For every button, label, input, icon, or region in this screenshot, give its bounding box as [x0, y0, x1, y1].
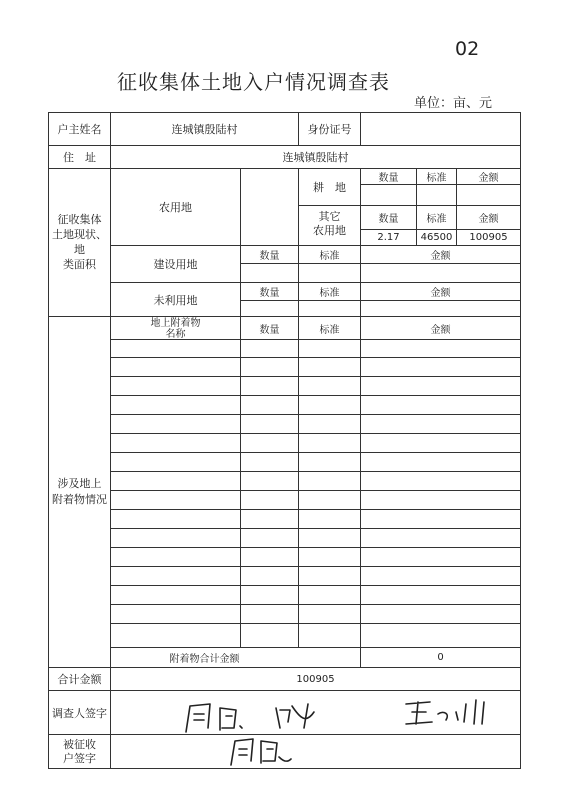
address-label: 住 址	[63, 151, 96, 164]
attachment-subtotal-label: 附着物合计金额	[169, 654, 240, 665]
other-qty-header: 数量	[378, 214, 399, 225]
total-amount-value: 100905	[296, 673, 335, 685]
other-std-value: 46500	[420, 232, 453, 243]
sheet-number: 02	[455, 38, 480, 60]
investigator-signature-2	[400, 694, 510, 734]
unused-amt-header: 金额	[430, 288, 451, 299]
attachment-qty-header: 数量	[259, 324, 280, 336]
arable-amt-header: 金额	[478, 173, 499, 184]
attachment-amt-header: 金额	[430, 324, 451, 336]
id-number-value	[361, 113, 520, 145]
arable-qty-header: 数量	[378, 173, 399, 184]
unused-land-label: 未利用地	[153, 293, 198, 307]
owner-name-value: 连城镇殷陆村	[171, 123, 238, 136]
other-qty-value: 2.17	[377, 232, 400, 243]
attachments-section-label: 涉及地上 附着物情况	[52, 477, 107, 506]
construction-land-label: 建设用地	[153, 258, 198, 271]
land-section-label: 征收集体 土地现状、 地 类面积	[52, 213, 107, 271]
landowner-signature-label: 被征收 户签字	[63, 738, 96, 765]
landowner-signature	[225, 735, 295, 769]
other-amt-header: 金额	[478, 214, 499, 225]
investigator-signature-label: 调查人签字	[52, 706, 107, 720]
attachment-subtotal-value: 0	[437, 652, 444, 663]
construction-std-header: 标准	[319, 251, 340, 262]
arable-std-header: 标准	[426, 173, 447, 184]
unused-qty-header: 数量	[259, 288, 280, 299]
attachment-std-header: 标准	[319, 324, 340, 336]
construction-qty-header: 数量	[259, 251, 280, 262]
arable-land-label: 耕 地	[313, 181, 346, 194]
unused-std-header: 标准	[319, 288, 340, 299]
units-note: 单位：亩、元	[414, 96, 493, 111]
id-number-label: 身份证号	[307, 123, 352, 136]
owner-name-label: 户主姓名	[57, 123, 102, 136]
other-farmland-label: 其它 农用地	[313, 210, 346, 237]
farmland-label: 农用地	[159, 201, 192, 214]
form-title: 征收集体土地入户情况调查表	[117, 70, 390, 94]
investigator-signature-1	[180, 698, 340, 738]
address-value: 连城镇殷陆村	[282, 151, 349, 164]
total-amount-label: 合计金额	[57, 673, 102, 686]
other-std-header: 标准	[426, 214, 447, 225]
construction-amt-header: 金额	[430, 251, 451, 262]
attachment-name-header: 地上附着物 名称	[150, 318, 201, 340]
other-amt-value: 100905	[469, 232, 508, 243]
